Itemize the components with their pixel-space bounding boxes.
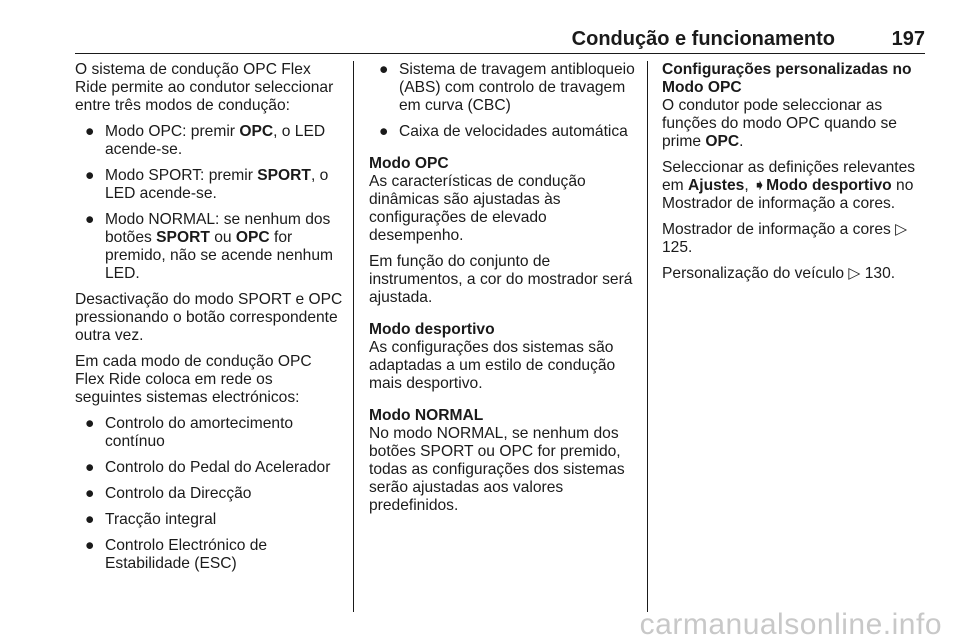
arrow-right-icon: ➧ [753,177,767,194]
intro-paragraph: O sistema de condução OPC Flex Ride permite ao condutor seleccionar entre três modos de condução: [75,61,334,114]
opc-key: OPC [239,123,274,140]
normal-mode-heading: Modo NORMAL [369,407,484,424]
page-reference-icon: ▷ [895,221,908,238]
column-2 [369,61,639,523]
bullet-icon: ● [85,167,95,184]
normal-mode-paragraph: No modo NORMAL, se nenhum dos botões SPORT ou OPC for premido, todas as configurações dos sistemas serão ajustadas aos valores predefinidos. [369,425,625,514]
sport-key: SPORT [156,229,210,246]
header-divider [75,53,925,54]
list-item: ● Modo OPC: premir OPC, o LED acende-se. [85,123,326,158]
menu-settings: Ajustes [688,177,745,194]
column-1 [75,61,343,581]
custom-settings-paragraph-1: O condutor pode seleccionar as funções do modo OPC quando se prime OPC. [662,97,897,150]
opc-key: OPC [705,133,740,150]
mode-list [75,123,343,283]
opc-mode-heading: Modo OPC [369,155,449,172]
page-number: 197 [891,28,925,50]
section-title: Condução e funcionamento [571,28,835,50]
bullet-icon: ● [85,211,95,228]
bullet-icon: ● [85,415,95,432]
column-3 [662,61,932,291]
opc-mode-paragraph-1: As características de condução dinâmicas são ajustadas às configurações de elevado desempenho. [369,173,586,244]
bullet-icon: ● [85,511,95,528]
list-item: ● Modo NORMAL: se nenhum dos botões SPORT ou OPC for premido, não se acende nenhum LED. [85,211,333,282]
reference-colour-display[interactable]: Mostrador de informação a cores ▷ 125. [662,221,908,256]
bullet-icon: ● [379,61,389,78]
systems-intro-paragraph: Em cada modo de condução OPC Flex Ride coloca em rede os seguintes sistemas electrónicos: [75,353,312,406]
reference-vehicle-personalisation[interactable]: Personalização do veículo ▷ 130. [662,265,896,282]
bullet-icon: ● [85,459,95,476]
bullet-icon: ● [85,123,95,140]
systems-list [75,415,343,573]
bullet-icon: ● [85,485,95,502]
list-item: ● Modo SPORT: premir SPORT, o LED acende-se. [85,167,329,202]
opc-key: OPC [235,229,270,246]
custom-settings-heading: Configurações personalizadas no Modo OPC [662,61,912,96]
deactivation-paragraph: Desactivação do modo SPORT e OPC pressionando o botão correspondente outra vez. [75,291,343,344]
column-divider-1 [353,61,354,612]
menu-sport-mode: Modo desportivo [766,177,892,194]
sport-mode-paragraph: As configurações dos sistemas são adaptadas a um estilo de condução mais desportivo. [369,339,616,392]
list-item: ● Controlo do amortecimento contínuo [85,415,294,450]
sport-key: SPORT [257,167,311,184]
list-item: ● Caixa de velocidades automática [379,123,628,140]
list-item: ● Tracção integral [85,511,217,528]
list-item: ● Controlo da Direcção [85,485,252,502]
list-item: ● Sistema de travagem antibloqueio (ABS) com controlo de travagem em curva (CBC) [379,61,635,114]
custom-settings-paragraph-2: Seleccionar as definições relevantes em Ajustes, ➧Modo desportivo no Mostrador de informação a cores. [662,159,916,212]
opc-mode-paragraph-2: Em função do conjunto de instrumentos, a cor do mostrador será ajustada. [369,253,633,306]
page-reference-icon: ▷ [848,265,861,282]
list-item: ● Controlo Electrónico de Estabilidade (ESC) [85,537,268,572]
systems-list-continued [369,61,639,141]
watermark: carmanualsonline.info [639,608,942,641]
column-divider-2 [647,61,648,612]
list-item: ● Controlo do Pedal do Acelerador [85,459,331,476]
bullet-icon: ● [85,537,95,554]
page-header [75,28,925,52]
bullet-icon: ● [379,123,389,140]
sport-mode-heading: Modo desportivo [369,321,495,338]
